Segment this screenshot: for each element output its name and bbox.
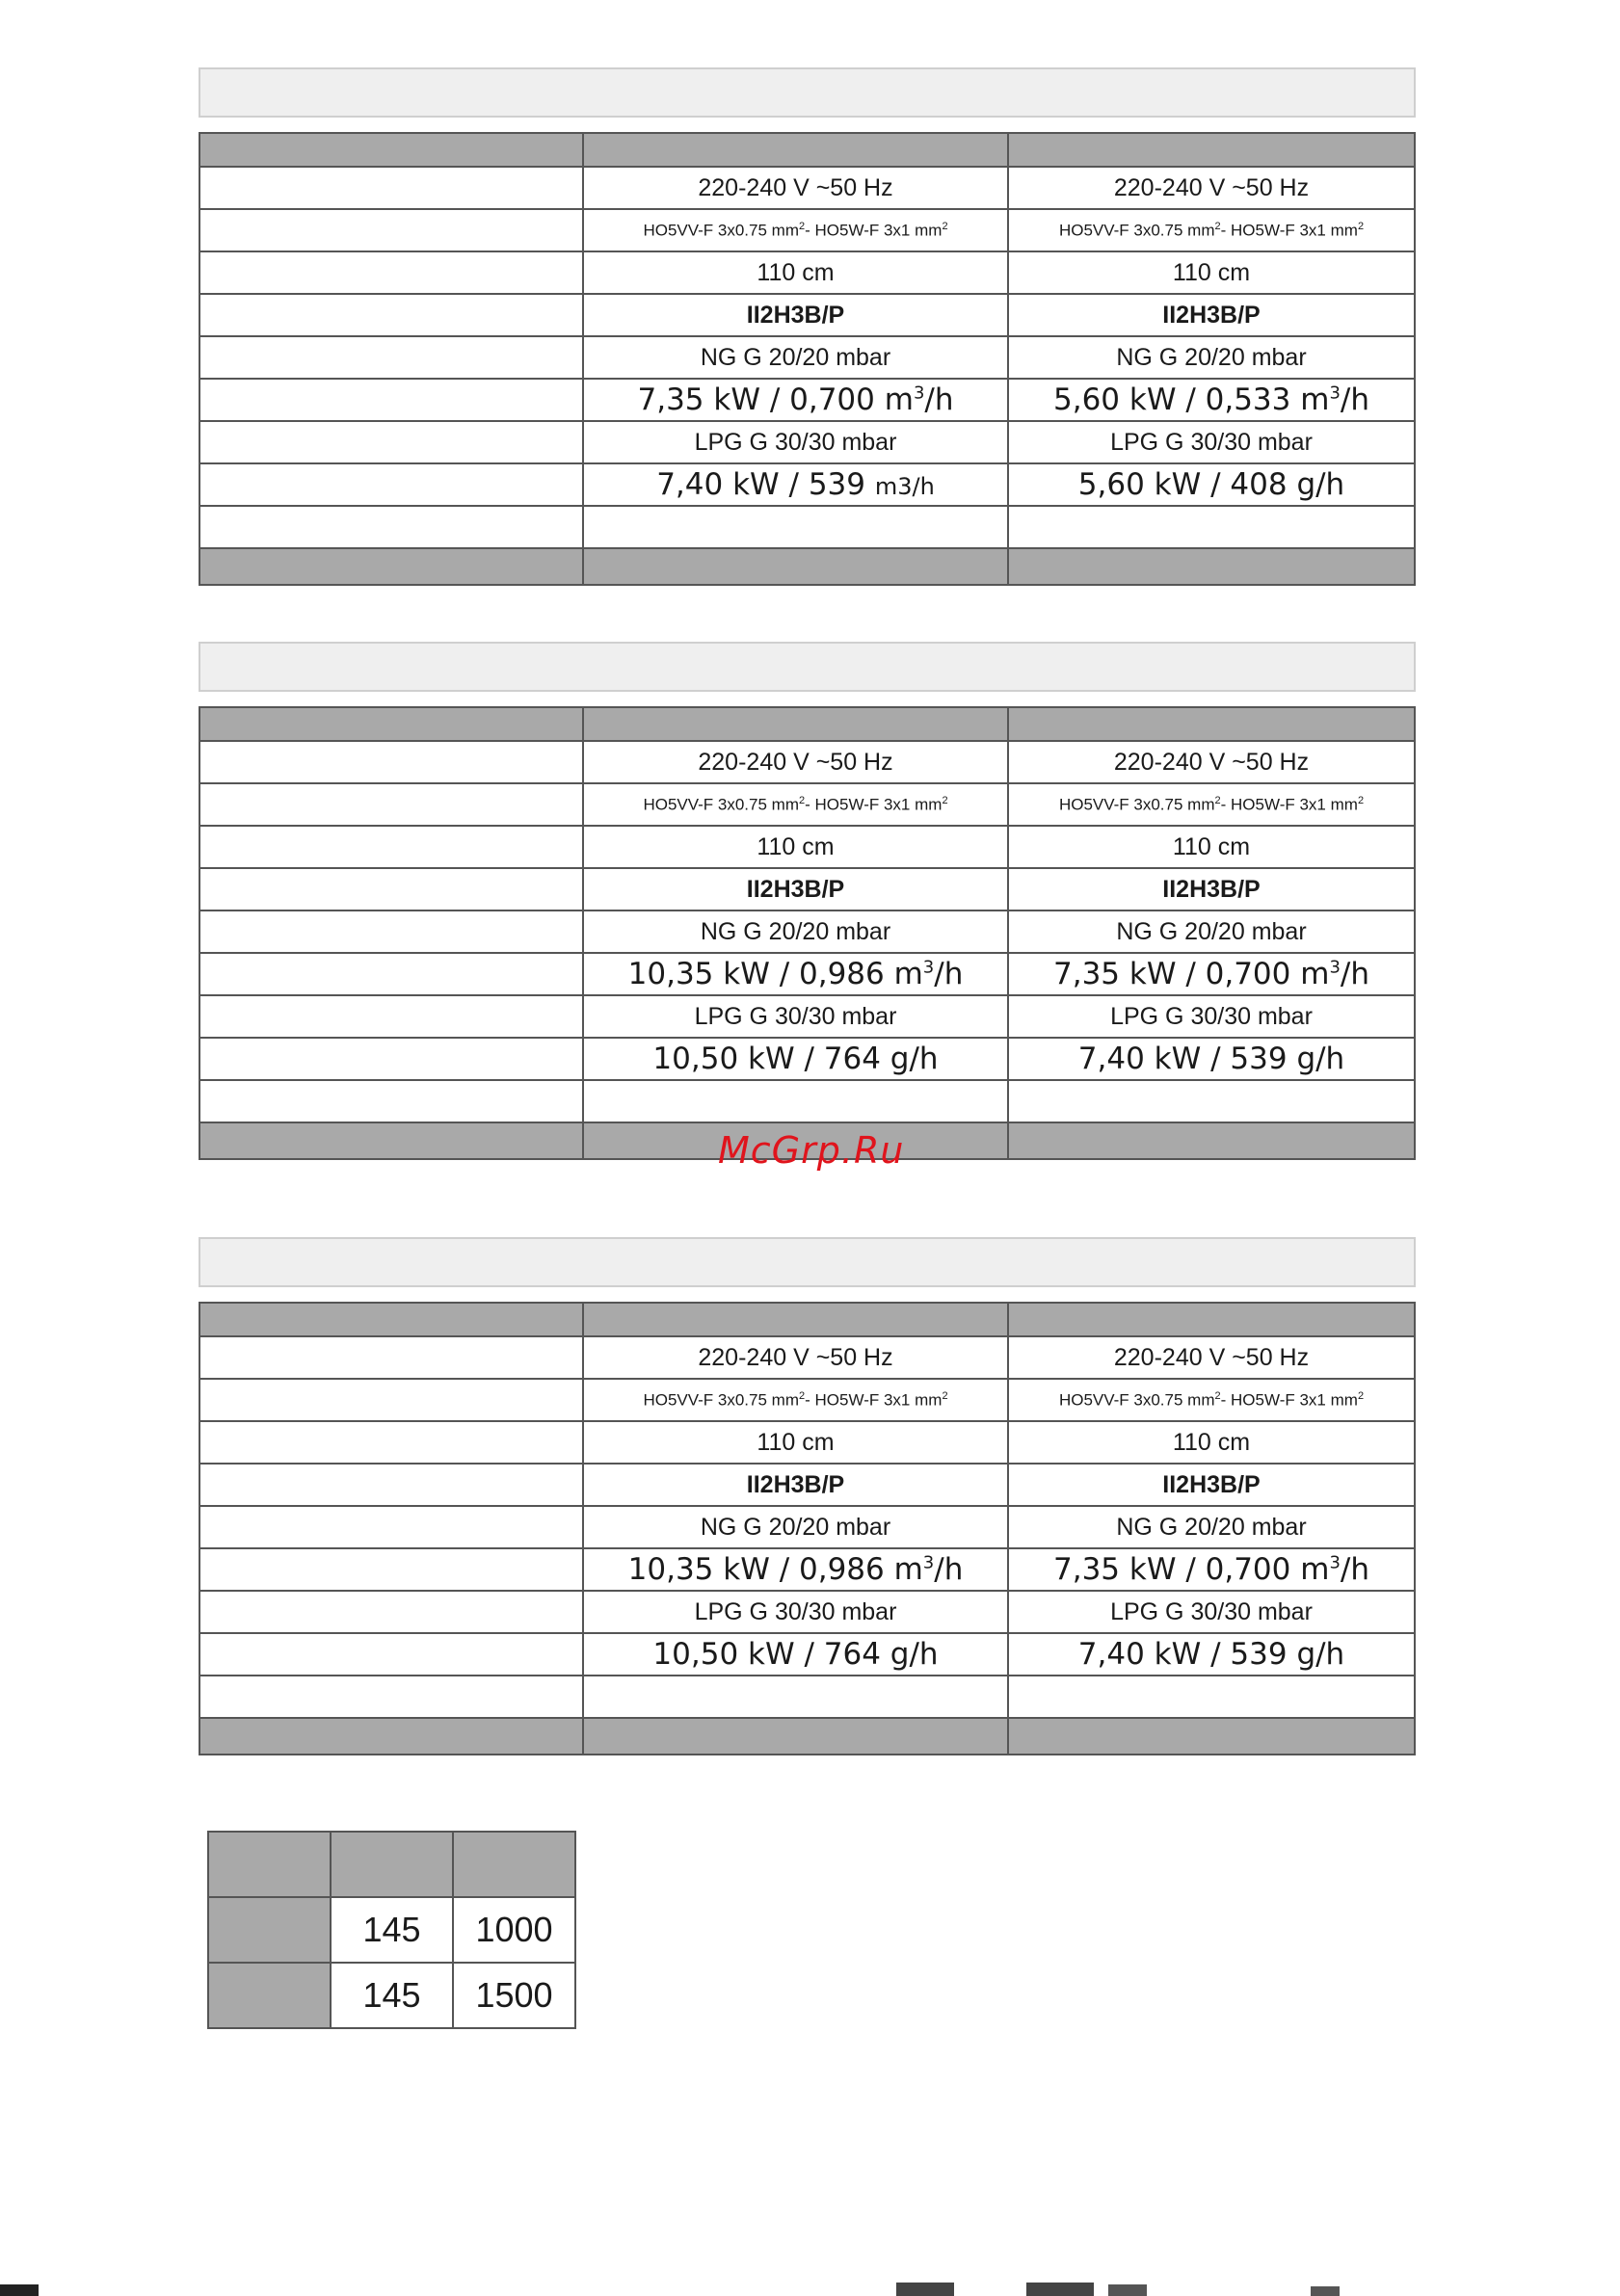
lpg-power-value: 7,40 kW / 539 m3/h	[583, 463, 1008, 506]
table-row	[199, 421, 1415, 463]
section-title-bar	[199, 67, 1416, 118]
table-row	[208, 1897, 575, 1963]
dimension-value: 145	[331, 1897, 453, 1963]
cable-length-value: 110 cm	[1008, 826, 1415, 868]
ng-pressure-value: NG G 20/20 mbar	[583, 1506, 1008, 1548]
cable-length-value: 110 cm	[583, 826, 1008, 868]
table-header-row	[199, 707, 1415, 741]
spec-table-3	[199, 1302, 1416, 1755]
table-row	[199, 1336, 1415, 1379]
ng-pressure-value: NG G 20/20 mbar	[583, 910, 1008, 953]
table-row	[199, 1464, 1415, 1506]
voltage-value: 220-240 V ~50 Hz	[1008, 741, 1415, 783]
cable-value: HO5VV-F 3x0.75 $mm^2-$ HO5W-F 3x1 $mm^2$	[583, 1379, 1008, 1421]
ng-pressure-value: NG G 20/20 mbar	[1008, 336, 1415, 379]
table-row	[199, 167, 1415, 209]
voltage-value: 220-240 V ~50 Hz	[583, 167, 1008, 209]
table-header-row	[199, 133, 1415, 167]
table-row	[199, 336, 1415, 379]
cable-length-value: 110 cm	[583, 1421, 1008, 1464]
table-row	[208, 1963, 575, 2028]
gas-category-value: II2H3B/P	[1008, 868, 1415, 910]
table-row	[199, 783, 1415, 826]
table-row	[199, 251, 1415, 294]
ng-pressure-value: NG G 20/20 mbar	[1008, 910, 1415, 953]
table-row	[199, 1038, 1415, 1080]
cable-length-value: 110 cm	[583, 251, 1008, 294]
lpg-pressure-value: LPG G 30/30 mbar	[583, 421, 1008, 463]
spec-table-1	[199, 132, 1416, 586]
ng-power-value: 7,35 kW / 0,700 $m^3/h$	[1008, 953, 1415, 995]
cable-value: HO5VV-F 3x0.75 $mm^2-$ HO5W-F 3x1 $mm^2$	[1008, 783, 1415, 826]
ng-pressure-value: NG G 20/20 mbar	[583, 336, 1008, 379]
cable-value: HO5VV-F 3x0.75 $mm^2-$ HO5W-F 3x1 $mm^2$	[1008, 1379, 1415, 1421]
table-row	[199, 1548, 1415, 1591]
section-title-bar	[199, 1237, 1416, 1287]
table-row	[199, 826, 1415, 868]
lpg-power-value: 5,60 kW / 408 g/h	[1008, 463, 1415, 506]
lpg-power-value: 10,50 kW / 764 g/h	[583, 1038, 1008, 1080]
ng-power-value: 7,35 kW / 0,700 $m^3/h$	[583, 379, 1008, 421]
voltage-value: 220-240 V ~50 Hz	[1008, 167, 1415, 209]
table-row	[199, 1633, 1415, 1676]
voltage-value: 220-240 V ~50 Hz	[1008, 1336, 1415, 1379]
lpg-pressure-value: LPG G 30/30 mbar	[1008, 421, 1415, 463]
cable-value: HO5VV-F 3x0.75 $mm^2-$ HO5W-F 3x1 $mm^2$	[583, 783, 1008, 826]
gas-category-value: II2H3B/P	[583, 1464, 1008, 1506]
table-row	[199, 506, 1415, 548]
dimension-value: 145	[331, 1963, 453, 2028]
lpg-pressure-value: LPG G 30/30 mbar	[583, 1591, 1008, 1633]
lpg-pressure-value: LPG G 30/30 mbar	[1008, 995, 1415, 1038]
table-row	[199, 1080, 1415, 1122]
table-header-row	[199, 1303, 1415, 1336]
dimensions-table	[207, 1831, 576, 2029]
table-row	[199, 1676, 1415, 1718]
dimension-value: 1000	[453, 1897, 575, 1963]
table-row	[199, 910, 1415, 953]
gas-category-value: II2H3B/P	[1008, 294, 1415, 336]
table-row	[199, 868, 1415, 910]
ng-power-value: 10,35 kW / 0,986 $m^3/h$	[583, 953, 1008, 995]
table-header-row	[208, 1832, 575, 1897]
table-row	[199, 379, 1415, 421]
gas-category-value: II2H3B/P	[583, 868, 1008, 910]
lpg-pressure-value: LPG G 30/30 mbar	[1008, 1591, 1415, 1633]
cable-value: HO5VV-F 3x0.75 $mm^2-$ HO5W-F 3x1 $mm^2$	[1008, 209, 1415, 251]
table-row	[199, 995, 1415, 1038]
table-row	[199, 741, 1415, 783]
table-footer-row	[199, 1718, 1415, 1755]
table-row	[199, 1379, 1415, 1421]
table-row	[199, 463, 1415, 506]
voltage-value: 220-240 V ~50 Hz	[583, 741, 1008, 783]
table-row	[199, 294, 1415, 336]
table-row	[199, 209, 1415, 251]
ng-power-value: 7,35 kW / 0,700 $m^3/h$	[1008, 1548, 1415, 1591]
ng-pressure-value: NG G 20/20 mbar	[1008, 1506, 1415, 1548]
lpg-power-value: 7,40 kW / 539 g/h	[1008, 1038, 1415, 1080]
gas-category-value: II2H3B/P	[1008, 1464, 1415, 1506]
gas-category-value: II2H3B/P	[583, 294, 1008, 336]
table-row	[199, 1506, 1415, 1548]
cable-length-value: 110 cm	[1008, 1421, 1415, 1464]
ng-power-value: 10,35 kW / 0,986 $m^3/h$	[583, 1548, 1008, 1591]
watermark: McGrp.Ru	[718, 1129, 905, 1172]
lpg-power-value: 10,50 kW / 764 g/h	[583, 1633, 1008, 1676]
voltage-value: 220-240 V ~50 Hz	[583, 1336, 1008, 1379]
table-footer-row	[199, 548, 1415, 585]
lpg-pressure-value: LPG G 30/30 mbar	[583, 995, 1008, 1038]
cable-value: HO5VV-F 3x0.75 $mm^2-$ HO5W-F 3x1 $mm^2$	[583, 209, 1008, 251]
table-row	[199, 1421, 1415, 1464]
table-row	[199, 953, 1415, 995]
table-row	[199, 1591, 1415, 1633]
ng-power-value: 5,60 kW / 0,533 $m^3/h$	[1008, 379, 1415, 421]
dimension-value: 1500	[453, 1963, 575, 2028]
lpg-power-value: 7,40 kW / 539 g/h	[1008, 1633, 1415, 1676]
spec-table-2	[199, 706, 1416, 1160]
cropped-footer-text	[0, 2279, 1620, 2296]
cable-length-value: 110 cm	[1008, 251, 1415, 294]
section-title-bar	[199, 642, 1416, 692]
